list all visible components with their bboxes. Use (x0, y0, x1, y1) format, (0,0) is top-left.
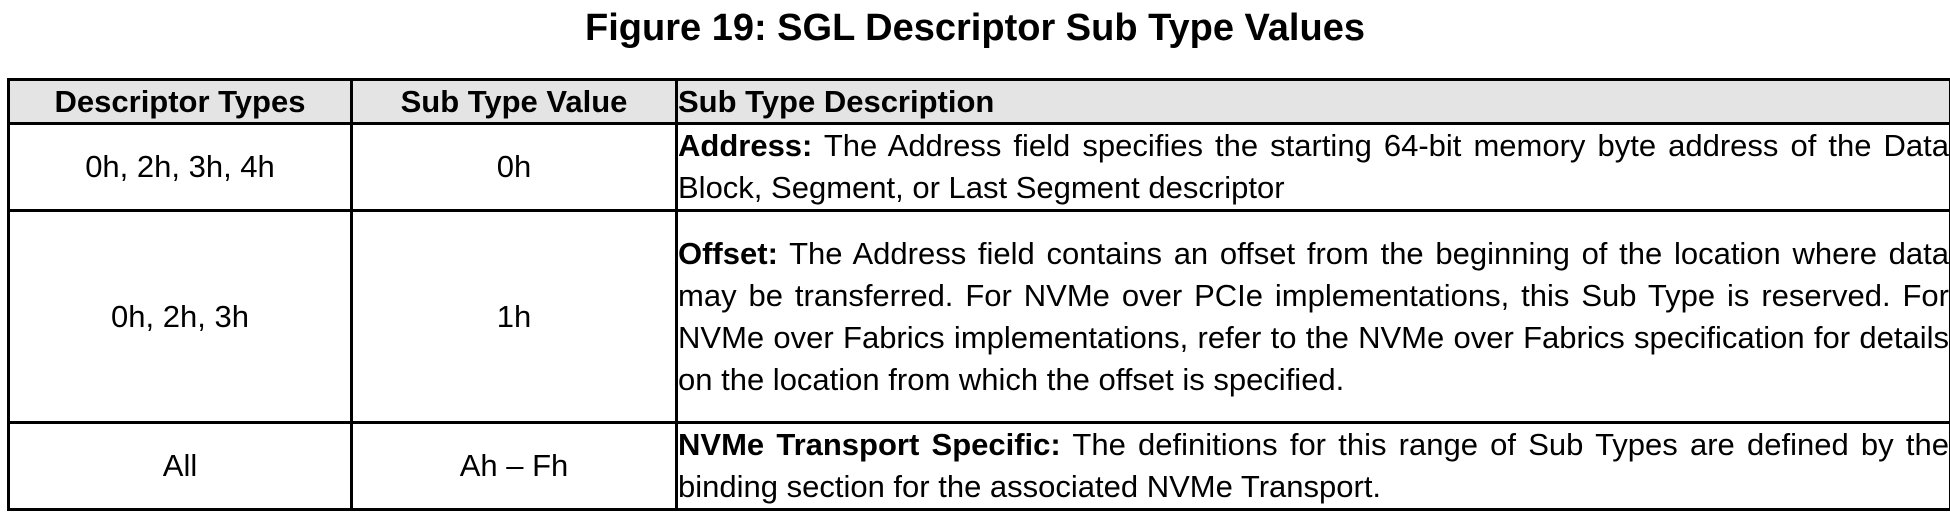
cell-sub-type-description (677, 423, 1950, 510)
cell-sub-type-value: 0h (352, 124, 677, 211)
cell-descriptor-types: All (9, 423, 352, 510)
figure-title: Figure 19: SGL Descriptor Sub Type Values (585, 7, 1365, 49)
description-text: The Address field specifies the starting 64-bit memory byte address of the Data Block, Segment, or Last Segment descriptor (678, 128, 1949, 205)
cell-sub-type-value: 1h (352, 211, 677, 423)
cell-sub-type-value: Ah – Fh (352, 423, 677, 510)
description-text: The definitions for this range of Sub Types are defined by the binding section for the associated NVMe Transport. (678, 427, 1949, 504)
description-term: NVMe Transport Specific: (678, 427, 1061, 462)
table-row (9, 124, 1950, 211)
table-header-row (9, 80, 1950, 124)
header-sub-type-description: Sub Type Description (677, 80, 1950, 124)
cell-descriptor-types: 0h, 2h, 3h (9, 211, 352, 423)
sgl-descriptor-sub-type-table (7, 78, 1950, 511)
header-sub-type-value: Sub Type Value (352, 80, 677, 124)
table-row (9, 423, 1950, 510)
description-term: Address: (678, 128, 813, 163)
table-row (9, 211, 1950, 423)
cell-sub-type-description (677, 124, 1950, 211)
cell-descriptor-types: 0h, 2h, 3h, 4h (9, 124, 352, 211)
description-term: Offset: (678, 235, 778, 271)
header-descriptor-types: Descriptor Types (9, 80, 352, 124)
description-text: The Address field contains an offset from the beginning of the location where data may be transferred. For NVMe over PCIe implementations, this Sub Type is reserved. For NVMe over Fabrics implementations, refer to the NVMe over Fabrics specification for details on the location from which the offset is specified. (678, 235, 1949, 397)
cell-sub-type-description (677, 211, 1950, 423)
